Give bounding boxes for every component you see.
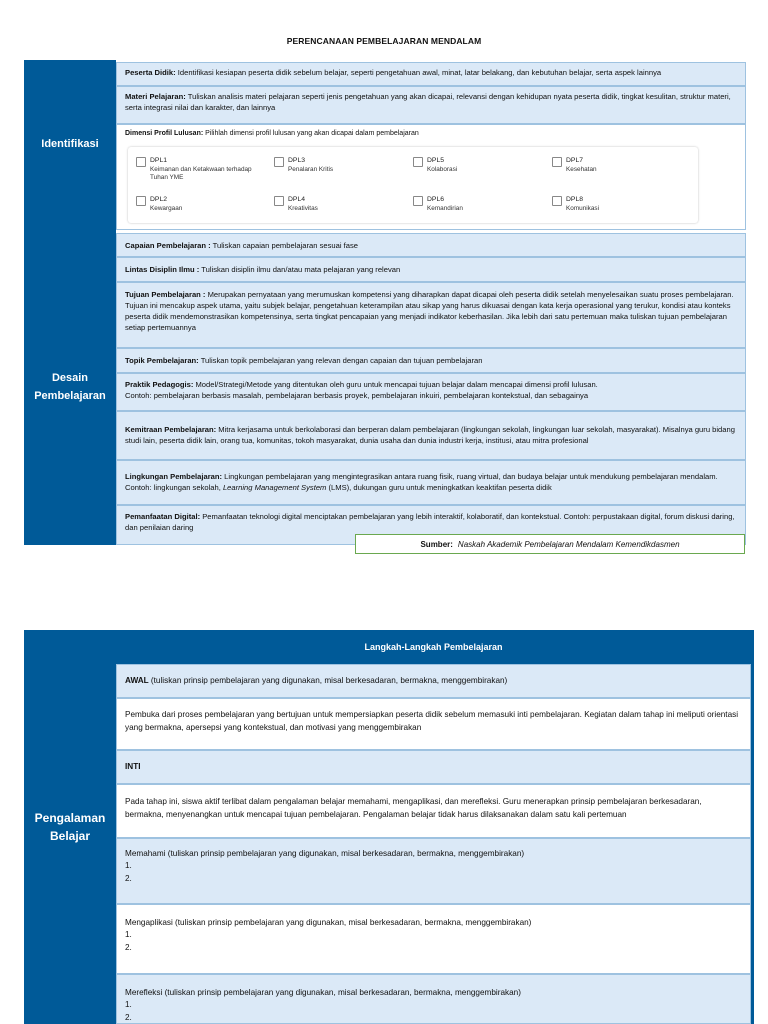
dpl-desc: Penalaran Kritis [288, 165, 334, 173]
dpl-desc: Keimanan dan Ketakwaan terhadap Tuhan YME [150, 165, 252, 182]
row-inti [116, 750, 751, 784]
dpl-code: DPL5 [427, 157, 445, 164]
row-memahami [116, 838, 751, 904]
row-lintas-disiplin [116, 257, 746, 282]
awal-text: (tuliskan prinsip pembelajaran yang digunakan, misal berkesadaran, bermakna, menggembirakan) [148, 676, 508, 685]
capaian-label: Capaian Pembelajaran : [125, 241, 211, 250]
row-topik [116, 348, 746, 373]
dpl-code: DPL2 [150, 196, 168, 203]
source-citation [355, 534, 745, 554]
memahami-item-2: 2. [125, 873, 132, 883]
materi-label: Materi Pelajaran: [125, 92, 186, 101]
kemitraan-label: Kemitraan Pembelajaran: [125, 425, 217, 434]
section-pengalaman-line2: Belajar [49, 829, 91, 843]
memahami-item-1: 1. [125, 861, 132, 871]
lingkungan-label: Lingkungan Pembelajaran: [125, 472, 223, 481]
dpl-checkbox-grid [128, 147, 698, 223]
checkbox-icon[interactable] [136, 196, 146, 206]
materi-text: Tuliskan analisis materi pelajaran seperti jenis pengetahuan yang akan dicapai, relevansi dengan kehidupan nyata peserta didik, tingkat kesulitan, struktur materi, serta integrasi nilai dan karakter, dan lainnya [125, 92, 731, 112]
section-pengalaman-belajar [24, 630, 116, 1024]
checkbox-icon[interactable] [274, 157, 284, 167]
mengaplikasi-title: Mengaplikasi (tuliskan prinsip pembelajaran yang digunakan, misal berkesadaran, bermakna, menggembirakan) [125, 918, 532, 927]
dpl-option[interactable] [427, 156, 547, 174]
lingkungan-text: Lingkungan pembelajaran yang mengintegrasikan antara ruang fisik, ruang virtual, dan budaya belajar untuk mendukung pembelajaran mendalam. Contoh: lingkungan sekolah, [125, 472, 718, 492]
peserta-didik-label: Peserta Didik: [125, 68, 176, 77]
dpl-option[interactable] [427, 195, 547, 213]
row-kemitraan [116, 411, 746, 460]
checkbox-icon[interactable] [274, 196, 284, 206]
dpl-option[interactable] [566, 195, 686, 213]
lingkungan-italic: Learning Management System [222, 483, 327, 492]
checkbox-icon[interactable] [413, 196, 423, 206]
dpl-code: DPL4 [288, 196, 306, 203]
dpl-desc: Kreativitas [288, 204, 318, 212]
mengaplikasi-item-2: 2. [125, 942, 132, 952]
merefleksi-item-1: 1. [125, 1000, 132, 1010]
document-title: PERENCANAAN PEMBELAJARAN MENDALAM [286, 36, 482, 46]
topik-text: Tuliskan topik pembelajaran yang relevan dengan capaian dan tujuan pembelajaran [198, 356, 483, 365]
dpl-code: DPL8 [566, 196, 584, 203]
row-praktik [116, 373, 746, 411]
digital-text: Pemanfaatan teknologi digital menciptakan pembelajaran yang lebih interaktif, kolaboratif, dan kontekstual. Contoh: perpustakaan digital, forum diskusi daring, dan penilaian daring [125, 512, 735, 532]
checkbox-icon[interactable] [136, 157, 146, 167]
dimensi-label: Dimensi Profil Lulusan: [125, 130, 204, 137]
tujuan-text: Merupakan pernyataan yang merumuskan kompetensi yang diharapkan dapat dicapai oleh peserta didik setelah menyelesaikan suatu proses pembelajaran. Tujuan ini mencakup aspek utama, yaitu subjek belajar, pengetahuan keterampilan atau sikap yang harus dikuasai dengan kata kerja operasional yang terukur, kondisi atau konteks peserta didik mendemonstrasikan kompetensinya, serta tingkat pencapaian yang menjadi indikator keberhasilan. Jika lebih dari satu pertemuan maka tuliskan tujuan pembelajaran setiap pertemuannya [125, 290, 734, 332]
section-identifikasi-label: Identifikasi [41, 138, 99, 151]
row-tujuan [116, 282, 746, 348]
row-lingkungan [116, 460, 746, 505]
praktik-example: Contoh: pembelajaran berbasis masalah, pembelajaran berbasis proyek, pembelajaran inkuiri, pembelajaran kontekstual, dan sebagainya [125, 391, 589, 400]
lintas-text: Tuliskan disiplin ilmu dan/atau mata pelajaran yang relevan [199, 265, 401, 274]
checkbox-icon[interactable] [552, 157, 562, 167]
row-capaian [116, 233, 746, 257]
inti-label: INTI [125, 762, 141, 771]
mengaplikasi-item-1: 1. [125, 930, 132, 940]
section-pengalaman-line1: Pengalaman [34, 811, 106, 825]
digital-label: Pemanfaatan Digital: [125, 512, 201, 521]
merefleksi-title: Merefleksi (tuliskan prinsip pembelajaran yang digunakan, misal berkesadaran, bermakna, menggembirakan) [125, 988, 521, 997]
dpl-desc: Komunikasi [566, 204, 600, 212]
row-mengaplikasi [116, 904, 751, 974]
peserta-didik-text: Identifikasi kesiapan peserta didik sebelum belajar, seperti pengetahuan awal, minat, latar belakang, dan kebutuhan belajar, serta aspek lainnya [175, 68, 662, 77]
lintas-label: Lintas Disiplin Ilmu : [125, 265, 200, 274]
dpl-option[interactable] [566, 156, 686, 174]
dpl-desc: Kolaborasi [427, 165, 458, 173]
row-peserta-didik [116, 62, 746, 86]
checkbox-icon[interactable] [552, 196, 562, 206]
kemitraan-text: Mitra kerjasama untuk berkolaborasi dan berperan dalam pembelajaran (lingkungan sekolah, lingkungan luar sekolah, masyarakat). Misalnya guru bidang studi lain, peserta didik lain, orang tua, komunitas, tokoh masyarakat, dunia usaha dan dunia industri kerja, institusi, atau mitra profesional [125, 425, 735, 445]
dpl-desc: Kewargaan [150, 204, 183, 212]
checkbox-icon[interactable] [413, 157, 423, 167]
merefleksi-item-2: 2. [125, 1012, 132, 1022]
table-right-edge [751, 630, 754, 1024]
source-label: Sumber: [420, 539, 453, 549]
langkah-header: Langkah-Langkah Pembelajaran [116, 630, 751, 664]
row-awal [116, 664, 751, 698]
dpl-desc: Kesehatan [566, 165, 597, 173]
awal-description: Pembuka dari proses pembelajaran yang bertujuan untuk mempersiapkan peserta didik sebelum memasuki inti pembelajaran. Kegiatan dalam tahap ini meliputi orientasi yang bermakna, apersepsi yang kontekstual, dan motivasi yang menggembirakan [125, 710, 739, 733]
lingkungan-text-2: (LMS), dukungan guru untuk meningkatkan keaktifan peserta didik [326, 483, 552, 492]
section-desain [24, 230, 116, 545]
awal-label: AWAL [125, 676, 149, 685]
praktik-text: Model/Strategi/Metode yang ditentukan oleh guru untuk mencapai tujuan belajar dalam mencapai dimensi profil lulusan. [193, 380, 598, 389]
dpl-option[interactable] [150, 195, 270, 213]
dpl-code: DPL6 [427, 196, 445, 203]
dpl-code: DPL3 [288, 157, 306, 164]
inti-description: Pada tahap ini, siswa aktif terlibat dalam pengalaman belajar memahami, mengaplikasi, dan merefleksi. Guru menerapkan prinsip pembelajaran berkesadaran, bermakna, menyenangkan untuk mencapai tujuan pembelajaran. Pengalaman belajar tidak harus dilaksanakan dalam satu kali pertemuan [125, 797, 702, 820]
capaian-text: Tuliskan capaian pembelajaran sesuai fase [210, 241, 359, 250]
dpl-code: DPL1 [150, 157, 168, 164]
dpl-code: DPL7 [566, 157, 584, 164]
source-text: Naskah Akademik Pembelajaran Mendalam Kemendikdasmen [457, 539, 680, 549]
section-desain-label-line1: Desain [51, 371, 89, 384]
row-merefleksi [116, 974, 751, 1024]
section-desain-label-line2: Pembelajaran [34, 389, 106, 402]
topik-label: Topik Pembelajaran: [125, 356, 199, 365]
dimensi-text: Pilihlah dimensi profil lulusan yang akan dicapai dalam pembelajaran [203, 130, 419, 137]
dpl-desc: Kemandirian [427, 204, 463, 212]
memahami-title: Memahami (tuliskan prinsip pembelajaran yang digunakan, misal berkesadaran, bermakna, menggembirakan) [125, 849, 525, 858]
praktik-label: Praktik Pedagogis: [125, 380, 194, 389]
tujuan-label: Tujuan Pembelajaran : [125, 290, 206, 299]
dpl-option[interactable] [150, 156, 270, 183]
row-materi-pelajaran [116, 86, 746, 124]
dpl-option[interactable] [288, 195, 408, 213]
section-identifikasi [24, 60, 116, 230]
dpl-option[interactable] [288, 156, 408, 174]
row-inti-desc [116, 784, 751, 838]
row-awal-desc [116, 698, 751, 750]
